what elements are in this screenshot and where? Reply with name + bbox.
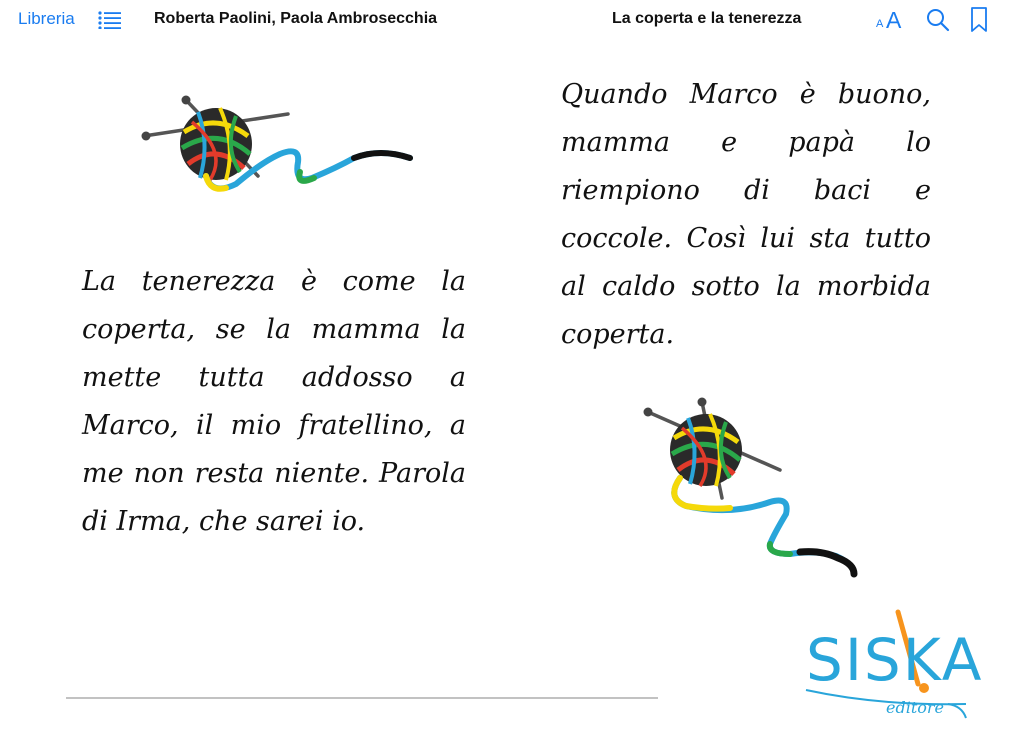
- reader-toolbar: [0, 0, 1022, 40]
- table-of-contents-button[interactable]: [98, 11, 122, 29]
- library-button[interactable]: Libreria: [18, 9, 75, 28]
- yarn-ball-illustration-bottom: [640, 394, 870, 586]
- yarn-ball-icon: [140, 92, 420, 204]
- left-page-text: La tenerezza è come la coperta, se la mamma la mette tutta addosso a Marco, il mio fratellino, a me non resta niente. Parola di Irma, che sarei io.: [82, 266, 466, 537]
- right-page-text: Quando Marco è buono, mamma e papà lo riempiono di baci e coccole. Così lui sta tutto al caldo sotto la morbida coperta.: [561, 79, 931, 350]
- bookmark-button[interactable]: [970, 7, 988, 33]
- book-authors: Roberta Paolini, Paola Ambrosecchia: [154, 10, 438, 27]
- bookmark-icon: [970, 7, 988, 33]
- book-title: La coperta e la tenerezza: [612, 10, 802, 27]
- logo-wordmark: SISKA: [806, 626, 984, 694]
- yarn-ball-illustration-top: [140, 92, 420, 204]
- yarn-ball-icon: [640, 394, 870, 586]
- list-icon: [98, 11, 122, 29]
- publisher-logo: [800, 606, 992, 724]
- logo-subtitle: editore: [886, 698, 945, 717]
- font-size-small-label: A: [876, 18, 884, 30]
- search-button[interactable]: [926, 8, 950, 32]
- search-icon: [926, 8, 950, 32]
- font-size-large-label: A: [886, 7, 902, 33]
- font-size-button[interactable]: [874, 5, 906, 33]
- page-divider: [66, 697, 658, 699]
